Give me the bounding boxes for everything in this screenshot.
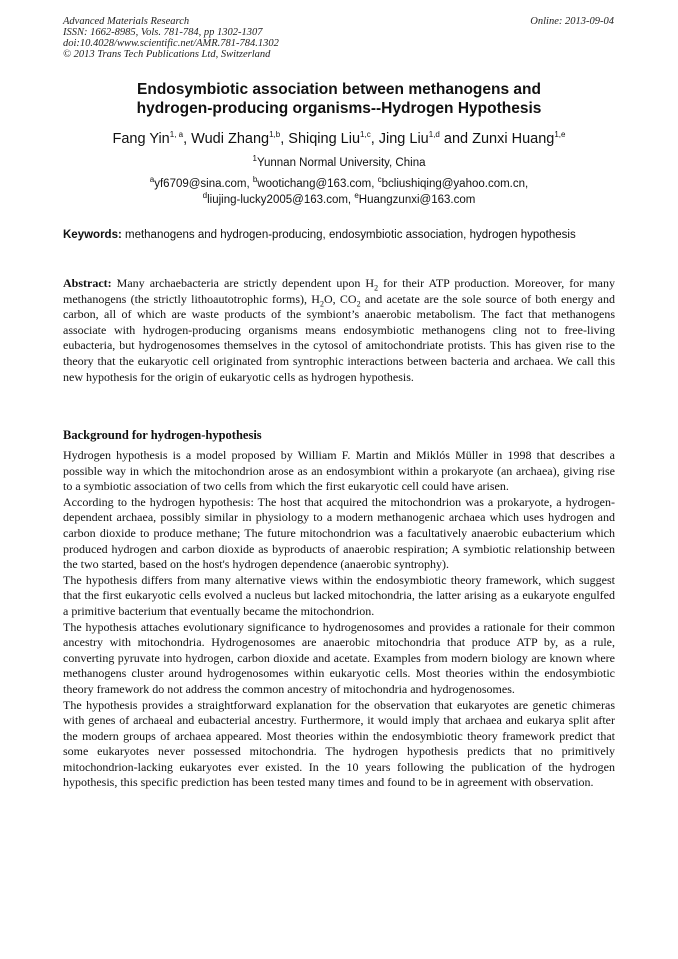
- author-affil-sup: 1,d: [428, 130, 440, 140]
- email-address[interactable]: bcliushiqing@yahoo.com.cn,: [381, 178, 529, 190]
- author-affil-sup: 1,b: [269, 130, 281, 140]
- paragraph: The hypothesis provides a straightforward explanation for the observation that eukaryotes are genetic chimeras with genes of archaeal and eubacterial ancestry. Furthermore, it would imply that archaea and eukarya split after the modern groups of archaea appeared. Most theories within the endosymbiotic theory framework predict that some eukaryotes never possessed mitochondria. The hydrogen hypothesis predicts that no primitively mitochondrion-lacking eukaryotes ever existed. In the 10 years following the publication of the hydrogen hypothesis, this specific prediction has been tested many times and found to be in agreement with observation.: [63, 697, 615, 790]
- issn-line: ISSN: 1662-8985, Vols. 781-784, pp 1302-1307: [63, 27, 263, 38]
- paragraph: The hypothesis attaches evolutionary significance to hydrogenosomes and provides a rationale for their common ancestry with mitochondria. Hydrogenosomes are anaerobic mitochondria that produce ATP by, as a rule, converting pyruvate into hydrogen, carbon dioxide and acetate. Examples from modern biology are known where methanogens cluster around hydrogenosomes within eukaryotic cells. Most theories within the endosymbiotic theory framework do not address the common ancestry of mitochondria and hydrogenosomes.: [63, 619, 615, 696]
- author-name: , Jing Liu: [370, 131, 429, 147]
- online-date: Online: 2013-09-04: [530, 16, 614, 27]
- email-sup: e: [354, 191, 359, 201]
- keywords-text: methanogens and hydrogen-producing, endosymbiotic association, hydrogen hypothesis: [121, 229, 576, 241]
- abstract-block: [63, 276, 615, 385]
- abstract-label: Abstract:: [63, 276, 112, 290]
- keywords-label: Keywords:: [63, 229, 122, 241]
- copyright-line: © 2013 Trans Tech Publications Ltd, Switzerland: [63, 49, 271, 60]
- subscript: 2: [319, 298, 324, 308]
- email-line-1: [63, 176, 615, 192]
- journal-header: [63, 16, 279, 60]
- author-affil-sup: 1,e: [554, 130, 566, 140]
- affil-text: Yunnan Normal University, China: [256, 157, 426, 169]
- paragraph: The hypothesis differs from many alternative views within the endosymbiotic theory framework, which suggest that the first eukaryotic cells evolved a nucleus but lacked mitochondria, the latter arising as a eukaryote engulfed a primitive bacterium that eventually became the mitochondrion.: [63, 572, 615, 618]
- email-address[interactable]: wootichang@163.com,: [257, 178, 378, 190]
- email-address[interactable]: yf6709@sina.com,: [154, 178, 253, 190]
- email-list: [63, 176, 615, 208]
- paragraph: Hydrogen hypothesis is a model proposed by William F. Martin and Miklós Müller in 1998 that describes a possible way in which the mitochondrion arose as an endosymbiont within a prokaryote (an archaea), giving rise to a symbiotic association of two cells from which the first eukaryotic cell could have arisen.: [63, 448, 615, 494]
- affiliation: [63, 156, 615, 170]
- email-sup: b: [252, 175, 258, 185]
- author-list: [63, 130, 615, 148]
- email-line-2: [63, 192, 615, 208]
- abstract-text: Many archaebacteria are strictly dependent upon H: [111, 276, 375, 290]
- email-address[interactable]: liujing-lucky2005@163.com,: [207, 194, 355, 206]
- title-line-2: hydrogen-producing organisms--Hydrogen Hypothesis: [136, 100, 542, 117]
- paragraph: According to the hydrogen hypothesis: The host that acquired the mitochondrion was a prokaryote, a hydrogen-dependent archaea, possibly similar in physiology to a modern methanogenic archaea which uses hydrogen and carbon dioxide to produce methane; The future mitochondrion was a facultatively anaerobic eubacterium which produced hydrogen and carbon dioxide as byproducts of anaerobic respiration; A symbiotic relationship between the two started, based on the host's hydrogen dependence (anaerobic syntrophy).: [63, 494, 615, 572]
- abstract-text: and acetate are the sole source of both energy and carbon, all of which are waste products of the symbiont’s anaerobic metabolism. The fact that methanogens associate with hydrogen-producing organisms means endosymbiotic methanogens cling not to free-living eubacteria, but hydrogenosomes themselves in the cytosol of amitochondriate protists. This has given rise to the theory that the eukaryotic cell originated from syntrophic interactions between bacteria and archaea. We call this new hypothesis for the origin of eukaryotic cells as hydrogen hypothesis.: [63, 291, 615, 384]
- keywords-block: [63, 228, 615, 244]
- section-heading: Background for hydrogen-hypothesis: [63, 428, 262, 442]
- abstract-text: for their ATP production. Moreover, for many methanogens (the strictly lithoautotrophic forms), H: [63, 276, 615, 306]
- author-name: Fang Yin: [112, 131, 170, 147]
- email-sup: c: [377, 175, 382, 185]
- author-name: , Wudi Zhang: [183, 131, 270, 147]
- author-name: , Shiqing Liu: [280, 131, 361, 147]
- author-affil-sup: 1,c: [360, 130, 371, 140]
- affil-sup: 1: [252, 154, 257, 164]
- author-affil-sup: 1, a: [169, 130, 184, 140]
- subscript: 2: [356, 298, 361, 308]
- subscript: 2: [374, 283, 379, 293]
- background-section: [63, 448, 615, 791]
- email-address[interactable]: Huangzunxi@163.com: [358, 194, 476, 206]
- paper-title: [63, 80, 615, 118]
- author-name: and Zunxi Huang: [439, 131, 555, 147]
- abstract-text: O, CO: [323, 291, 357, 306]
- email-sup: d: [202, 191, 208, 201]
- doi-line[interactable]: doi:10.4028/www.scientific.net/AMR.781-784.1302: [63, 38, 279, 49]
- email-sup: a: [149, 175, 155, 185]
- title-line-1: Endosymbiotic association between methanogens and: [137, 81, 541, 98]
- journal-name: Advanced Materials Research: [63, 16, 190, 27]
